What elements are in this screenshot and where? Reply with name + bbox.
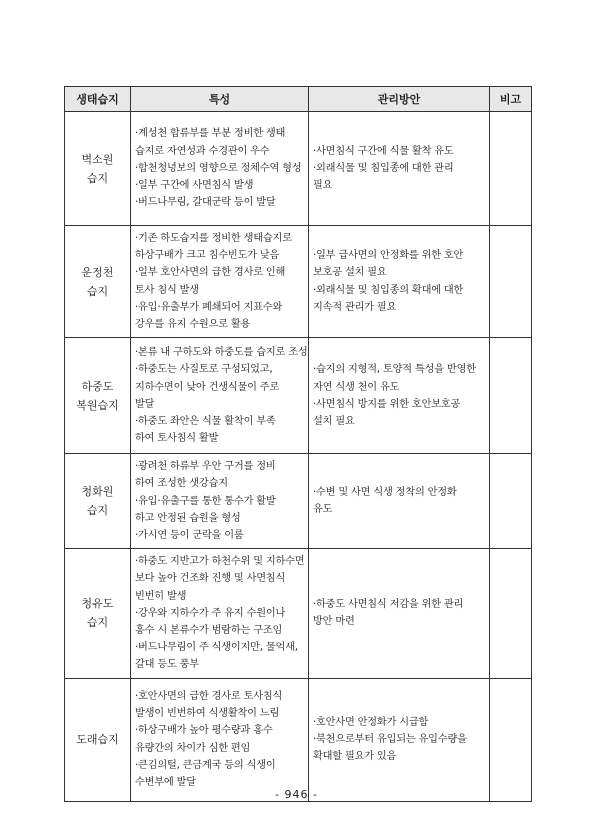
wetland-name-line: 습지 [86,284,109,298]
management-cell [309,454,490,549]
remarks-cell [490,112,532,226]
management-cell [309,338,490,454]
wetland-name-cell [65,226,131,338]
wetland-name-line: 도래습지 [76,733,119,747]
table-row [65,678,532,801]
wetland-name-line: 습지 [86,504,109,518]
characteristics-line: ·합천청녕보의 영향으로 정체수역 형성 [135,162,302,174]
characteristics-line: 습지로 자연성과 수경관이 우수 [135,145,270,157]
management-line: 확대할 필요가 있음 [313,751,397,763]
characteristics-line: ·일부 구간에 사면침식 발생 [135,180,254,192]
characteristics-line: 하고 안정된 습원을 형성 [135,512,241,524]
characteristics-line: 수변부에 발달 [135,777,196,789]
characteristics-line: ·강우와 지하수가 주 유지 수원이나 [135,607,286,619]
characteristics-cell [131,454,309,549]
wetland-name-line: 습지 [86,616,109,630]
header-management: 관리방안 [309,87,490,112]
characteristics-line: 발달 [135,398,155,410]
characteristics-cell [131,226,309,338]
characteristics-line: 하상구배가 크고 침수빈도가 낮음 [135,250,280,262]
characteristics-line: 토사 침식 발생 [135,284,199,296]
management-line: ·외래식물 및 침입종의 확대에 대한 [313,284,464,296]
characteristics-line: 하여 토사침식 활발 [135,433,219,445]
header-wetland: 생태습지 [65,87,131,112]
wetland-name-line: 하중도 [81,379,114,393]
table-header-row [65,87,532,112]
wetland-name-cell [65,454,131,549]
characteristics-cell [131,678,309,801]
characteristics-line: ·하중도는 사질토로 구성되었고, [135,364,273,376]
remarks-cell [490,338,532,454]
characteristics-line: ·하상구배가 높아 평수량과 홍수 [135,725,273,737]
ecological-wetland-table [64,86,532,802]
characteristics-line: 하여 조성한 샛강습지 [135,478,228,490]
management-line: ·호안사면 안정화가 시급함 [313,716,429,728]
wetland-name-line: 청유도 [81,597,114,611]
characteristics-line: ·버드나무림이 주 식생이지만, 물억새, [135,642,298,654]
table-row [65,112,532,226]
characteristics-line: 갈대 등도 풍부 [135,659,199,671]
characteristics-line: ·계성천 합류부를 부분 정비한 생태 [135,128,286,140]
wetland-name-cell [65,678,131,801]
characteristics-line: ·하중도 지반고가 하천수위 및 지하수면 [135,556,305,568]
management-line: ·외래식물 및 침입종에 대한 관리 [313,162,454,174]
wetland-name-cell [65,549,131,678]
management-line: 필요 [313,180,333,192]
characteristics-line: ·일부 호안사면의 급한 경사로 인해 [135,267,286,279]
wetland-name-line: 운정천 [81,265,114,279]
remarks-cell [490,454,532,549]
header-remarks: 비고 [490,87,532,112]
remarks-cell [490,678,532,801]
characteristics-line: ·본류 내 구하도와 하중도를 습지로 조성 [135,347,308,359]
management-line: ·북천으로부터 유입되는 유입수량을 [313,734,467,746]
characteristics-line: 지하수면이 낮아 건생식물이 주로 [135,381,280,393]
management-line: 지속적 관리가 필요 [313,301,397,313]
characteristics-line: 빈번히 발생 [135,590,187,602]
characteristics-line: 보다 높아 건조화 진행 및 사면침식 [135,573,286,585]
characteristics-line: ·호안사면의 급한 경사로 토사침식 [135,691,283,703]
page-number: - 946 - [275,788,318,801]
characteristics-line: 강우를 유지 수원으로 활용 [135,319,251,331]
management-cell [309,678,490,801]
management-line: 자연 식생 천이 유도 [313,381,400,393]
management-line: ·사면침식 구간에 식물 활착 유도 [313,145,454,157]
wetland-name-cell [65,112,131,226]
management-cell [309,549,490,678]
characteristics-cell [131,338,309,454]
table-row [65,454,532,549]
management-line: ·사면침식 방지를 위한 호안보호공 [313,398,461,410]
characteristics-line: ·기존 하도습지를 정비한 생태습지로 [135,233,292,244]
characteristics-line: ·큰김의털, 큰금계국 등의 식생이 [135,759,276,771]
characteristics-line: 유량간의 차이가 심한 편임 [135,742,251,754]
wetland-name-line: 복원습지 [76,398,119,412]
characteristics-line: ·유입·유출구를 통한 통수가 활발 [135,495,276,507]
remarks-cell [490,549,532,678]
management-line: 보호공 설치 필요 [313,267,387,279]
characteristics-line: ·버드나무림, 갈대군락 등이 발달 [135,197,276,209]
table-body [65,112,532,802]
table-row [65,338,532,454]
management-line: 방안 마련 [313,616,355,628]
wetland-name-line: 습지 [86,171,109,185]
remarks-cell [490,226,532,338]
management-cell [309,112,490,226]
characteristics-line: ·광려천 하류부 우안 구거를 정비 [135,461,276,473]
management-line: 설치 필요 [313,415,355,427]
management-line: 유도 [313,504,333,516]
characteristics-line: ·유입·유출부가 폐쇄되어 지표수와 [135,301,283,313]
characteristics-line: ·가시연 등이 군락을 이룸 [135,530,244,542]
characteristics-line: 홍수 시 본류수가 범람하는 구조임 [135,625,283,637]
wetland-name-cell [65,338,131,454]
characteristics-cell [131,112,309,226]
management-line: ·하중도 사면침식 저감을 위한 관리 [313,599,464,611]
table-row [65,549,532,678]
header-characteristics: 특성 [131,87,309,112]
management-line: ·일부 급사면의 안정화를 위한 호안 [313,250,464,262]
characteristics-line: ·하중도 좌안은 식물 활착이 부족 [135,415,276,427]
characteristics-line: 발생이 빈번하여 식생활착이 느림 [135,708,280,720]
characteristics-cell [131,549,309,678]
management-line: ·수변 및 사면 식생 정착의 안정화 [313,487,457,499]
table-row [65,226,532,338]
management-cell [309,226,490,338]
wetland-name-line: 청화원 [81,485,114,499]
management-line: ·습지의 지형적, 토양적 특성을 반영한 [313,364,476,376]
wetland-name-line: 벽소원 [81,152,114,166]
